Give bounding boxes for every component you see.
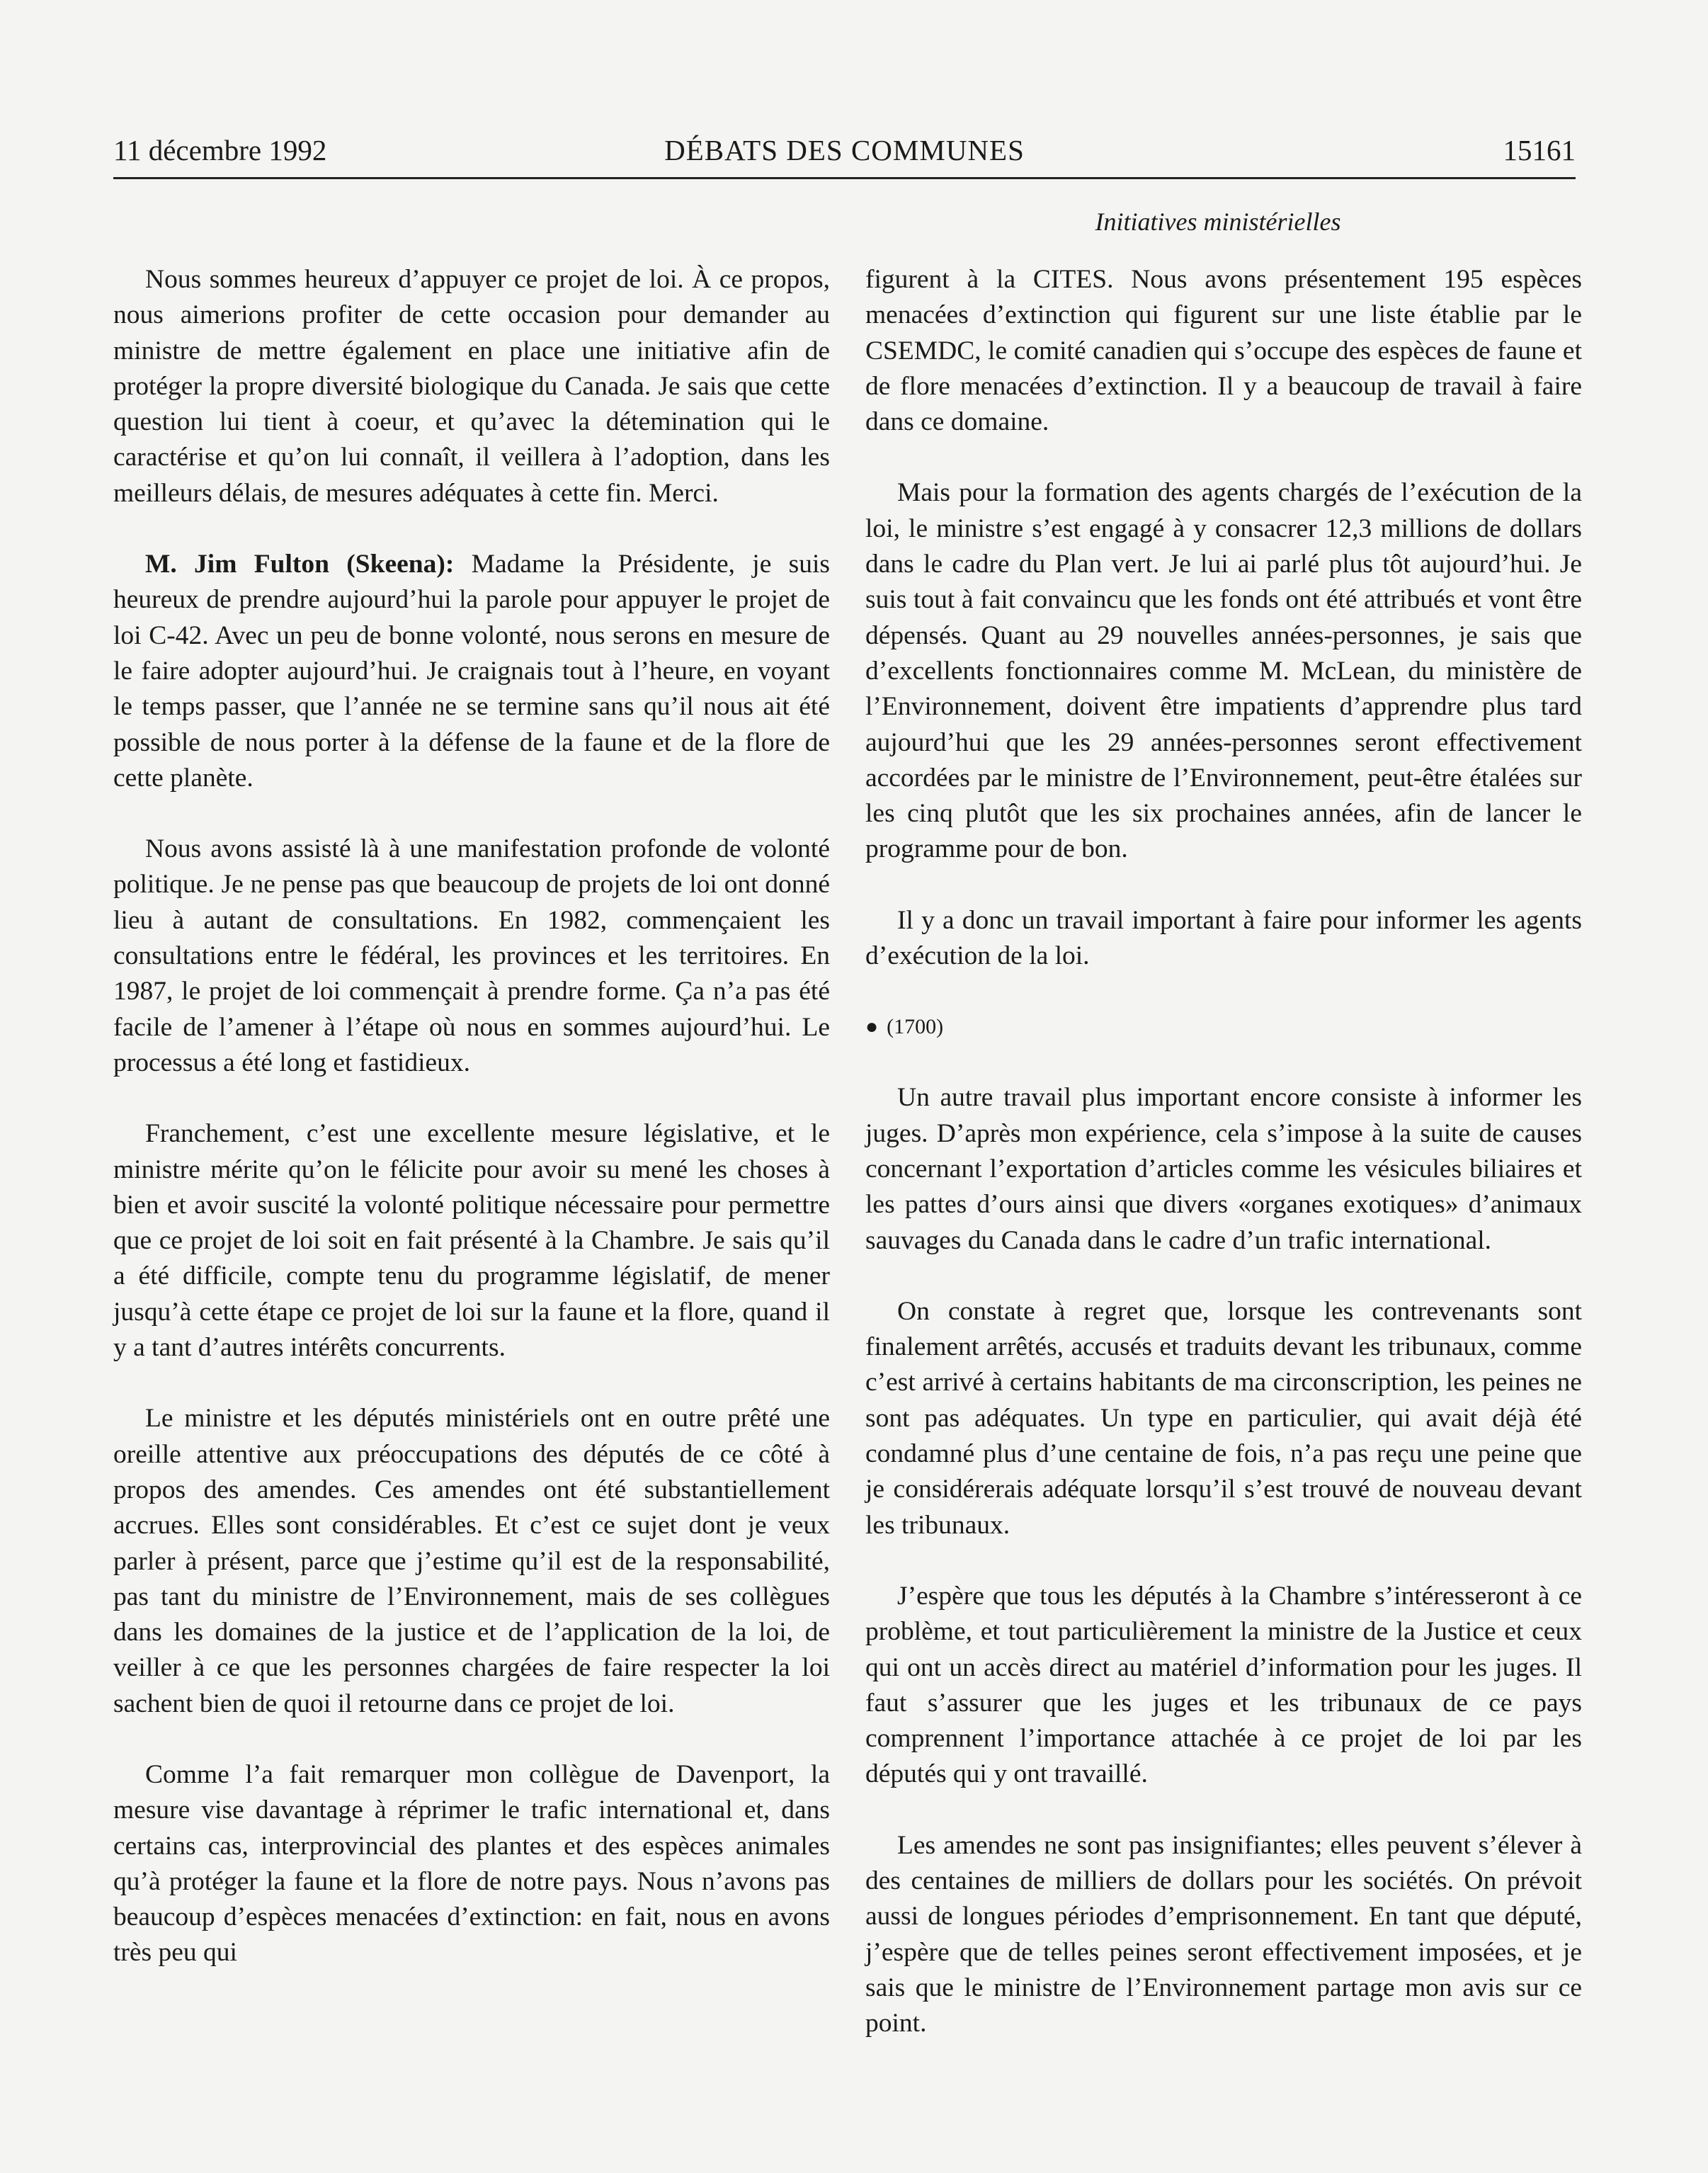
right-paragraph-1: figurent à la CITES. Nous avons présentement 195 espèces menacées d’extinction qui figurent sur une liste établie par le CSEMDC, le comité canadien qui s’occupe des espèces de faune et de flore menacées d’extinction. Il y a beaucoup de travail à faire dans ce domaine.	[865, 265, 1582, 437]
header-date: 11 décembre 1992	[113, 134, 327, 166]
speaker-text: Madame la Présidente, je suis heureux de prendre aujourd’hui la parole pour appuyer le projet de loi C-42. Avec un peu de bonne volonté, nous serons en mesure de le faire adopter aujourd’hui. Je craignais tout à l’heure, en voyant le temps passer, que l’année ne se termine sans qu’il nous ait été possible de nous porter à la défense de la faune et de la flore de cette planète.	[113, 550, 830, 793]
time-marker	[865, 1009, 1582, 1045]
right-paragraph-7: Les amendes ne sont pas insignifiantes; elles peuvent s’élever à des centaines de milliers de dollars pour les sociétés. On prévoit aussi de longues périodes d’emprisonnement. En tant que député, j’espère que de telles peines seront effectivement imposées, et je sais que le ministre de l’Environnement partage mon avis sur ce point.	[865, 1830, 1582, 2038]
time-marker-text: (1700)	[887, 1015, 944, 1039]
left-paragraph-4: Franchement, c’est une excellente mesure législative, et le ministre mérite qu’on le félicite pour avoir su mené les choses à bien et avoir suscité la volonté politique nécessaire pour permettre que ce projet de loi soit en fait présenté à la Chambre. Je sais qu’il a été difficile, compte tenu du programme législatif, de mener jusqu’à cette étape ce projet de loi sur la faune et la flore, quand il y a tant d’autres intérêts concurrents.	[113, 1119, 830, 1363]
left-column	[113, 262, 830, 2007]
right-paragraph-3: Il y a donc un travail important à faire pour informer les agents d’exécution de la loi.	[865, 905, 1582, 971]
right-column	[865, 262, 1582, 2077]
left-paragraph-6: Comme l’a fait remarquer mon collègue de Davenport, la mesure vise davantage à réprimer le trafic international et, dans certains cas, interprovincial des plantes et des espèces animales qu’à protéger la faune et la flore de notre pays. Nous n’avons pas beaucoup d’espèces menacées d’extinction: en fait, nous en avons très peu qui	[113, 1759, 830, 1968]
header-rule	[113, 177, 1576, 179]
left-paragraph-1: Nous sommes heureux d’appuyer ce projet de loi. À ce propos, nous aimerions profiter de cette occasion pour demander au ministre de mettre également en place une initiative afin de protéger la propre diversité biologique du Canada. Je sais que cette question lui tient à coeur, et qu’avec la détemination qui le caractérise et qu’on lui connaît, il veillera à l’adoption, dans les meilleurs délais, de mesures adéquates à cette fin. Merci.	[113, 265, 830, 508]
right-paragraph-4: Un autre travail plus important encore consiste à informer les juges. D’après mon expérience, cela s’impose à la suite de causes concernant l’exportation d’articles comme les vésicules biliaires et les pattes d’ours ainsi que divers «organes exotiques» d’animaux sauvages du Canada dans le cadre d’un trafic international.	[865, 1083, 1582, 1255]
page-header	[113, 133, 1576, 183]
right-paragraph-2: Mais pour la formation des agents chargés de l’exécution de la loi, le ministre s’est engagé à y consacrer 12,3 millions de dollars dans le cadre du Plan vert. Je lui ai parlé plus tôt aujourd’hui. Je suis tout à fait convaincu que les fonds ont été attribués et vont être dépensés. Quant au 29 nouvelles années-personnes, je sais que d’excellents fonctionnaires comme M. McLean, du ministère de l’Environnement, doivent être impatients d’apprendre plus tard aujourd’hui que les 29 années-personnes seront effectivement accordées par le ministre de l’Environnement, peut-être étalées sur les cinq plutôt que les six prochaines années, afin de lancer le programme pour de bon.	[865, 478, 1582, 864]
speaker-name: M. Jim Fulton (Skeena):	[145, 550, 455, 579]
left-paragraph-3: Nous avons assisté là à une manifestation profonde de volonté politique. Je ne pense pas que beaucoup de projets de loi ont donné lieu à autant de consultations. En 1982, commençaient les consultations entre le fédéral, les provinces et les territoires. En 1987, le projet de loi commençait à prendre forme. Ça n’a pas été facile de l’amener à l’étape où nous en sommes aujourd’hui. Le processus a été long et fastidieux.	[113, 834, 830, 1077]
right-paragraph-6: J’espère que tous les députés à la Chambre s’intéresseront à ce problème, et tout particulièrement la ministre de la Justice et ceux qui ont un accès direct au matériel d’information pour les juges. Il faut s’assurer que les juges et les tribunaux de ce pays comprennent l’importance attachée à ce projet de loi par les députés qui y ont travaillé.	[865, 1581, 1582, 1789]
section-label: Initiatives ministérielles	[1095, 208, 1341, 236]
header-page-number: 15161	[1503, 134, 1576, 166]
bullet-icon: ●	[865, 1015, 879, 1039]
header-title: DÉBATS DES COMMUNES	[664, 134, 1025, 166]
left-paragraph-5: Le ministre et les députés ministériels ont en outre prêté une oreille attentive aux préoccupations des députés de ce côté à propos des amendes. Ces amendes ont été substantiellement accrues. Elles sont considérables. Et c’est ce sujet dont je veux parler à présent, parce que j’estime qu’il est de la responsabilité, pas tant du ministre de l’Environnement, mais de ses collègues dans les domaines de la justice et de l’application de la loi, de veiller à ce que les personnes chargées de faire respecter la loi sachent bien de quoi il retourne dans ce projet de loi.	[113, 1404, 830, 1718]
right-paragraph-5: On constate à regret que, lorsque les contrevenants sont finalement arrêtés, accusés et traduits devant les tribunaux, comme c’est arrivé à certains habitants de ma circonscription, les peines ne sont pas adéquates. Un type en particulier, qui avait déjà été condamné plus d’une centaine de fois, n’a pas reçu une peine que je considérerais adéquate lorsqu’il s’est trouvé de nouveau devant les tribunaux.	[865, 1296, 1582, 1540]
left-paragraph-2	[113, 547, 830, 796]
